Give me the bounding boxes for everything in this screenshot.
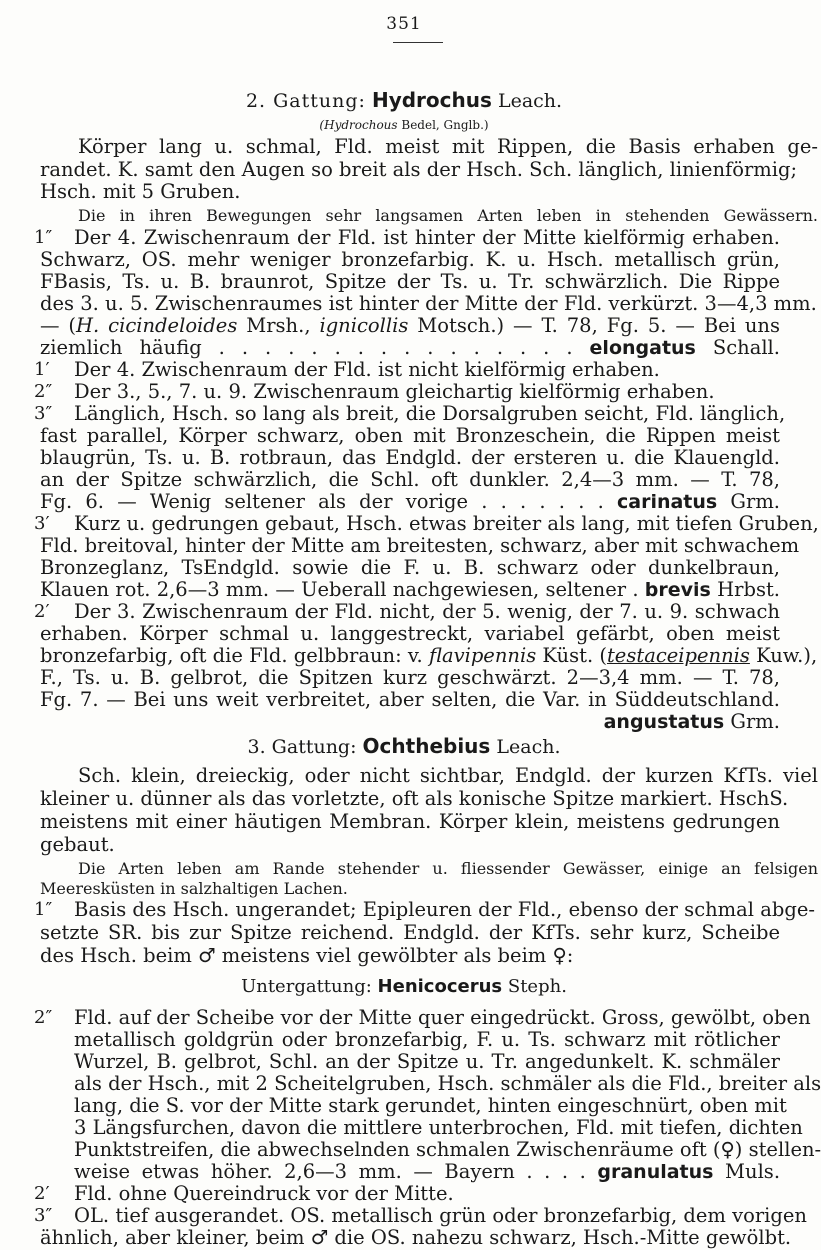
genus-description-line: kleiner u. dünner als das vorletzte, oft als konische Spitze markiert. HschS. [40, 787, 789, 810]
species-author: Grm. [730, 490, 781, 513]
text-run: Klauen rot. 2,6—3 mm. — Ueberall nachgewiesen, seltener . [40, 578, 639, 601]
key-text-line: setzte SR. bis zur Spitze reichend. Endgld. der KfTs. sehr kurz, Scheibe [40, 921, 780, 944]
male-symbol: ♂ [198, 944, 216, 967]
biology-note: Meeresküsten in salzhaltigen Lachen. [40, 879, 348, 898]
key-text-line [74, 1138, 821, 1162]
species-author: Hrbst. [717, 578, 780, 601]
genus-heading-ochthebius [0, 734, 808, 758]
key-number: 3″ [34, 403, 53, 424]
genus-name: Ochthebius [362, 734, 491, 758]
text-run: meistens viel gewölbter als beim [215, 944, 553, 967]
species-author: Schall. [712, 336, 780, 359]
key-number: 1′ [34, 359, 50, 380]
species-entry-line [74, 1160, 780, 1184]
genus-author: Leach. [496, 736, 561, 758]
key-text-line: erhaben. Körper schmal u. langgestreckt, variabel gefärbt, oben meist [40, 622, 780, 645]
key-text-line: Der 4. Zwischenraum der Fld. ist nicht kielförmig erhaben. [74, 358, 660, 381]
genus-label: 2. Gattung: [245, 90, 366, 112]
text-run: Kuw.), [749, 644, 818, 667]
key-text-line [40, 944, 780, 968]
key-text-line: blaugrün, Ts. u. B. rotbraun, das Endgld. der ersteren u. die Klauengld. [40, 446, 780, 469]
key-number: 2′ [34, 1183, 50, 1204]
key-text-line: F., Ts. u. B. gelbrot, die Spitzen kurz geschwärzt. 2—3,4 mm. — T. 78, [40, 666, 780, 689]
species-entry-line [40, 578, 780, 602]
genus-description-line: randet. K. samt den Augen so breit als der Hsch. Sch. länglich, linienförmig; [40, 158, 798, 181]
species-name: carinatus [616, 491, 718, 513]
species-synonym: ignicollis [319, 314, 409, 337]
species-name: brevis [644, 579, 711, 601]
key-text-line [40, 644, 818, 668]
species-name: elongatus [589, 337, 696, 359]
key-number: 2′ [34, 601, 50, 622]
species-author: Grm. [730, 710, 780, 733]
subgenus-label: Untergattung: [241, 976, 372, 997]
key-text-line: FBasis, Ts. u. B. braunrot, Spitze der Ts. u. Tr. schwärzlich. Die Rippe [40, 270, 780, 293]
key-text-line: als der Hsch., mit 2 Scheitelgruben, Hsch. schmäler als die Fld., breiter als [74, 1072, 821, 1095]
synonym-note [0, 118, 808, 132]
genus-description-line: Körper lang u. schmal, Fld. meist mit Rippen, die Basis erhaben ge- [78, 135, 818, 158]
key-number: 2″ [34, 381, 53, 402]
text-run: die OS. nahezu schwarz, Hsch.-Mitte gewölbt. [328, 1226, 792, 1249]
species-entry-line [40, 490, 780, 514]
text-run: Punktstreifen, die abwechselnden schmalen Zwischenräume oft ( [74, 1138, 721, 1161]
species-entry-line [40, 336, 780, 360]
text-run: weise etwas höher. 2,6—3 mm. — Bayern . . . . [74, 1160, 586, 1183]
female-symbol: ♀ [552, 944, 567, 967]
key-text-line: Bronzeglanz, TsEndgld. sowie die F. u. B. schwarz oder dunkelbraun, [40, 556, 780, 579]
text-run: ähnlich, aber kleiner, beim [40, 1226, 311, 1249]
key-text-line: an der Spitze schwärzlich, die Schl. oft dunkler. 2,4—3 mm. — T. 78, [40, 468, 780, 491]
variety-name: testaceipennis [606, 644, 750, 667]
key-text-line: 3 Längsfurchen, davon die mittlere unterbrochen, Fld. mit tiefen, dichten [74, 1116, 803, 1139]
page-number: 351 [386, 14, 422, 34]
key-text-line: Fld. breitoval, hinter der Mitte am breitesten, schwarz, aber mit schwachem [40, 534, 800, 557]
text-run: : [566, 944, 574, 967]
synonym-authors: Bedel, Gnglb.) [401, 118, 489, 132]
genus-label: 3. Gattung: [247, 736, 357, 758]
text-run: ) stellen- [734, 1138, 821, 1161]
genus-heading-hydrochus [0, 88, 808, 112]
synonym-name: (Hydrochous [319, 118, 398, 132]
key-text-line: Der 3., 5., 7. u. 9. Zwischenraum gleichartig kielförmig erhaben. [74, 380, 715, 403]
key-text-line: Fld. ohne Quereindruck vor der Mitte. [74, 1182, 454, 1205]
key-number: 1″ [34, 899, 53, 920]
species-name: granulatus [597, 1161, 714, 1183]
key-text-line: Der 3. Zwischenraum der Fld. nicht, der 5. wenig, der 7. u. 9. schwach [74, 600, 780, 623]
text-run: — ( [40, 314, 77, 337]
key-text-line [40, 314, 780, 338]
key-text-line: Fld. auf der Scheibe vor der Mitte quer eingedrückt. Gross, gewölbt, oben [74, 1006, 811, 1029]
text-run: des Hsch. beim [40, 944, 199, 967]
text-run: bronzefarbig, oft die Fld. gelbbraun: v. [40, 644, 429, 667]
subgenus-author: Steph. [507, 976, 567, 997]
genus-author: Leach. [497, 90, 563, 112]
genus-description-line: Hsch. mit 5 Gruben. [40, 180, 241, 203]
subgenus-heading [0, 976, 808, 997]
key-text-line: Länglich, Hsch. so lang als breit, die Dorsalgruben seicht, Fld. länglich, [74, 402, 786, 425]
key-text-line [40, 1226, 792, 1250]
key-number: 2″ [34, 1007, 53, 1028]
text-run: Motsch.) — T. 78, Fg. 5. — Bei uns [408, 314, 780, 337]
key-number: 3′ [34, 513, 50, 534]
text-run: ziemlich häufig . . . . . . . . . . . . . . . . [40, 336, 573, 359]
variety-name: flavipennis [428, 644, 537, 667]
key-number: 1″ [34, 227, 53, 248]
biology-note: Die Arten leben am Rande stehender u. fliessender Gewässer, einige an felsigen [78, 859, 818, 878]
text-run: Fg. 6. — Wenig seltener als der vorige . . . . . . . [40, 490, 604, 513]
key-text-line: metallisch goldgrün oder bronzefarbig, F. u. Ts. schwarz mit rötlicher [74, 1028, 780, 1051]
key-text-line: Basis des Hsch. ungerandet; Epipleuren der Fld., ebenso der schmal abge- [74, 898, 815, 921]
text-run: Küst. ( [536, 644, 607, 667]
key-text-line: lang, die S. vor der Mitte stark gerundet, hinten eingeschnürt, oben mit [74, 1094, 787, 1117]
genus-description-line: Sch. klein, dreieckig, oder nicht sichtbar, Endgld. der kurzen KfTs. viel [78, 764, 818, 787]
key-text-line: Schwarz, OS. mehr weniger bronzefarbig. K. u. Hsch. metallisch grün, [40, 248, 780, 271]
male-symbol: ♂ [310, 1226, 329, 1249]
biology-note: Die in ihren Bewegungen sehr langsamen Arten leben in stehenden Gewässern. [78, 206, 818, 225]
key-text-line: Wurzel, B. gelbrot, Schl. an der Spitze u. Tr. angedunkelt. K. schmäler [74, 1050, 780, 1073]
key-text-line: des 3. u. 5. Zwischenraumes ist hinter der Mitte der Fld. verkürzt. 3—4,3 mm. [40, 292, 817, 315]
page-number-rule [393, 42, 443, 43]
genus-description-line: gebaut. [40, 833, 115, 856]
species-author: Muls. [725, 1160, 781, 1183]
key-text-line: Fg. 7. — Bei uns weit verbreitet, aber selten, die Var. in Süddeutschland. [40, 688, 780, 711]
text-run: Mrsh., [237, 314, 320, 337]
species-name: angustatus [603, 711, 725, 733]
key-text-line: OL. tief ausgerandet. OS. metallisch grün oder bronzefarbig, dem vorigen [74, 1204, 807, 1227]
subgenus-name: Henicocerus [377, 976, 503, 997]
key-text-line: Der 4. Zwischenraum der Fld. ist hinter der Mitte kielförmig erhaben. [74, 226, 780, 249]
species-synonym: H. cicindeloides [76, 314, 238, 337]
key-text-line: Kurz u. gedrungen gebaut, Hsch. etwas breiter als lang, mit tiefen Gruben, [74, 512, 819, 535]
female-symbol: ♀ [720, 1138, 735, 1161]
genus-description-line: meistens mit einer häutigen Membran. Körper klein, meistens gedrungen [40, 810, 780, 833]
key-text-line: fast parallel, Körper schwarz, oben mit Bronzeschein, die Rippen meist [40, 424, 780, 447]
species-entry-line [40, 710, 780, 734]
key-number: 3″ [34, 1205, 53, 1226]
genus-name: Hydrochus [371, 88, 492, 112]
